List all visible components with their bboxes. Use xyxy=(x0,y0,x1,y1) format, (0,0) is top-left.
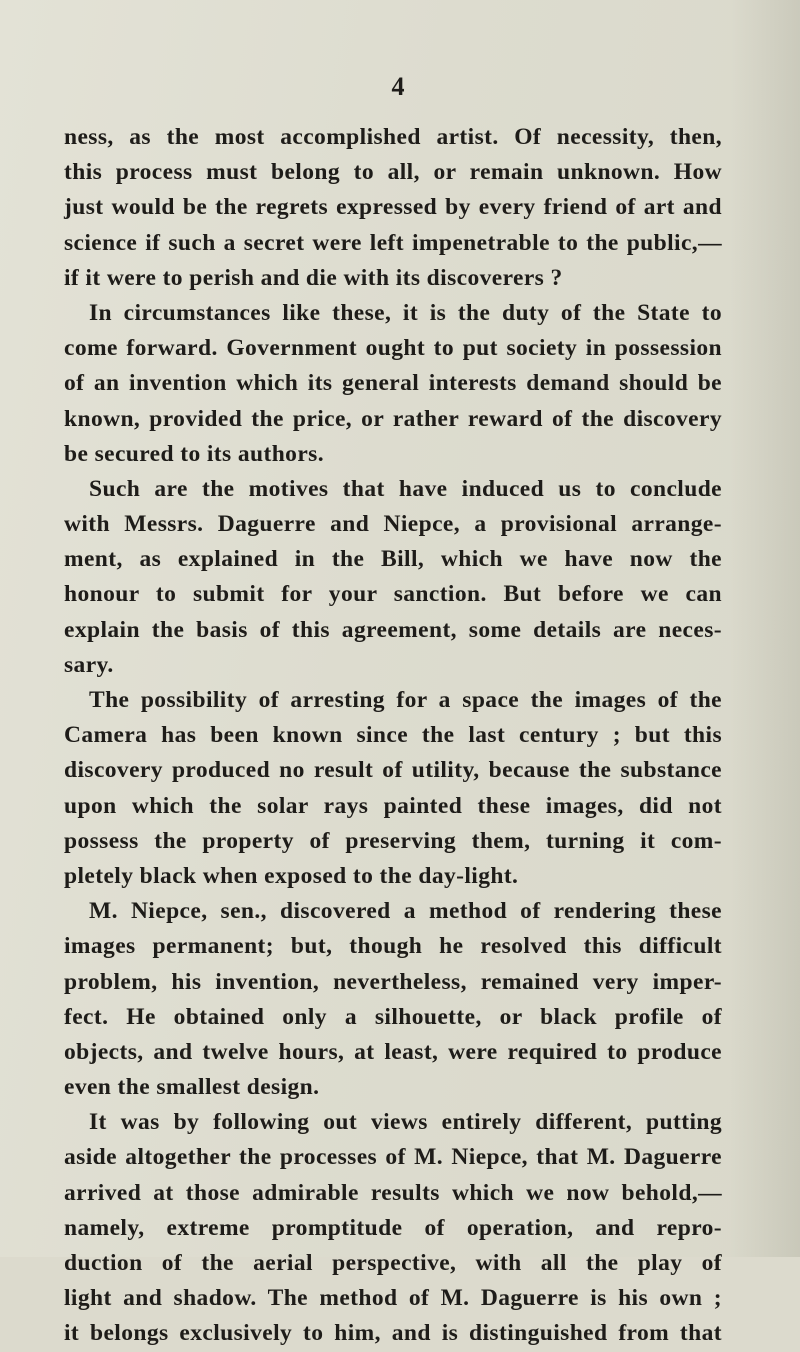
text-line: arrived at those admirable results which we now behold,— xyxy=(64,1179,722,1206)
text-line: Such are the motives that have induced us to conclude xyxy=(89,475,722,502)
text-line: In circumstances like these, it is the duty of the State to xyxy=(89,299,722,326)
page-number: 4 xyxy=(391,72,405,101)
text-line: duction of the aerial perspective, with all the play of xyxy=(64,1250,722,1276)
text-line: be secured to its authors. xyxy=(64,440,324,467)
text-line: ment, as explained in the Bill, which we have now the xyxy=(64,546,722,573)
text-line: fect. He obtained only a silhouette, or black profile of xyxy=(64,1003,722,1030)
text-line: images permanent; but, though he resolved this difficult xyxy=(64,933,722,960)
text-line: discovery produced no result of utility, because the substance xyxy=(64,757,722,784)
text-line: it belongs exclusively to him, and is distinguished from that xyxy=(64,1320,722,1347)
text-line: upon which the solar rays painted these images, did not xyxy=(64,792,722,819)
text-line: if it were to perish and die with its discoverers ? xyxy=(64,264,563,291)
text-line: namely, extreme promptitude of operation, and repro- xyxy=(64,1214,722,1241)
text-line: problem, his invention, nevertheless, remained very imper- xyxy=(64,968,722,995)
text-line: aside altogether the processes of M. Niepce, that M. Daguerre xyxy=(64,1144,722,1171)
text-line: objects, and twelve hours, at least, were required to produce xyxy=(64,1038,722,1065)
text-line: light and shadow. The method of M. Daguerre is his own ; xyxy=(64,1285,722,1312)
text-line: ness, as the most accomplished artist. Of necessity, then, xyxy=(64,124,722,150)
text-line: come forward. Government ought to put society in possession xyxy=(64,335,722,362)
text-line: just would be the regrets expressed by every friend of art and xyxy=(64,194,722,221)
text-line: science if such a secret were left impenetrable to the public,— xyxy=(64,229,722,256)
text-line: Camera has been known since the last century ; but this xyxy=(64,722,722,749)
text-line: M. Niepce, sen., discovered a method of rendering these xyxy=(89,898,722,925)
text-line: It was by following out views entirely different, putting xyxy=(89,1109,722,1136)
text-line: explain the basis of this agreement, some details are neces- xyxy=(64,616,722,643)
page-edge-shadow xyxy=(730,0,800,1257)
text-line: of an invention which its general interests demand should be xyxy=(64,370,722,397)
body-text xyxy=(64,120,722,1352)
text-line: sary. xyxy=(64,651,114,678)
text-line: The possibility of arresting for a space the images of the xyxy=(89,687,722,713)
text-line: with Messrs. Daguerre and Niepce, a provisional arrange- xyxy=(64,511,722,538)
text-line: this process must belong to all, or remain unknown. How xyxy=(64,159,722,186)
text-line: pletely black when exposed to the day-light. xyxy=(64,862,519,889)
text-line: even the smallest design. xyxy=(64,1074,320,1101)
text-line: honour to submit for your sanction. But before we can xyxy=(64,581,722,608)
text-line: known, provided the price, or rather reward of the discovery xyxy=(64,405,722,432)
text-line: possess the property of preserving them, turning it com- xyxy=(64,827,722,854)
